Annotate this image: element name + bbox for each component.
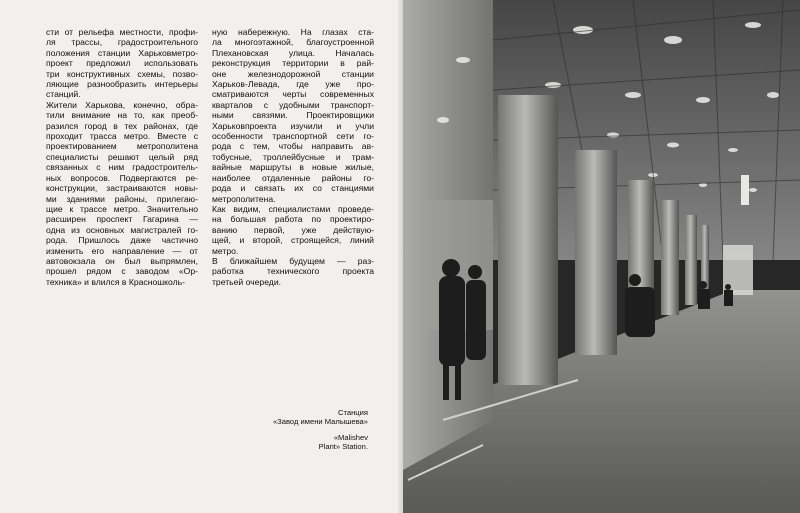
text-line: Плехановская улица. Началась — [212, 47, 374, 58]
caption-ru-line: «Завод имени Малышева» — [272, 417, 368, 427]
text-line: ляющие разнообразить интерьеры — [46, 79, 198, 90]
text-line: расширен проспект Гагарина — — [46, 214, 198, 225]
text-line: прошел рядом с заводом «Ор- — [46, 266, 198, 277]
text-line: ную набережную. На глазах ста- — [212, 27, 374, 37]
text-line: проходит трасса метро. Вместе с — [46, 131, 198, 142]
text-line: ными связями. Проектировщики — [212, 110, 374, 121]
text-line: ных вопросов. Подвергаются ре- — [46, 172, 198, 183]
text-line: автовокзала он был выпрямлен, — [46, 255, 198, 266]
text-line: разился город в тех районах, где — [46, 120, 198, 131]
text-line: Как видим, специалистами проведе- — [212, 203, 374, 214]
text-line: сматриваются черты современных — [212, 89, 374, 100]
text-line: реконструкция территории в рай- — [212, 58, 374, 69]
caption-ru-line: Станция — [338, 408, 368, 417]
text-line: специалисты решают целый ряд — [46, 151, 198, 162]
text-page — [0, 0, 398, 513]
station-illustration — [403, 0, 800, 513]
text-line: В ближайшем будущем — раз- — [212, 255, 374, 266]
text-line: Харьков-Левада, где уже про- — [212, 79, 374, 90]
text-line: одна из основных магистралей го- — [46, 224, 198, 235]
text-line: рода. Пришлось даже частично — [46, 235, 198, 246]
text-line: кварталов с удобными транспорт- — [212, 99, 374, 110]
text-line: сти от рельефа местности, профи- — [46, 27, 198, 37]
text-line: щей, и второй, строящейся, линий — [212, 235, 374, 246]
text-line: оне железнодорожной станции — [212, 68, 374, 79]
text-line: метро. — [212, 245, 239, 256]
text-line: тобусные, троллейбусные и трам- — [212, 151, 374, 162]
text-line: связанных с ним градостроитель- — [46, 162, 198, 173]
text-line: вайные маршруты в новые жилые, — [212, 162, 374, 173]
text-column-right — [212, 27, 374, 287]
caption-en-line: «Malishev — [333, 433, 368, 442]
text-line: проект предложил использовать — [46, 58, 198, 69]
text-line: станций. — [46, 89, 81, 100]
text-line: проектированием метрополитена — [46, 141, 198, 152]
text-line: наиболее отдаленные районы го- — [212, 172, 374, 183]
text-line: Жители Харькова, конечно, обра- — [46, 99, 198, 110]
text-line: тили внимание на то, как преоб- — [46, 110, 198, 121]
text-line: ми зданиями районы, прилегаю- — [46, 193, 198, 204]
photo-caption-english — [319, 433, 368, 452]
metro-station-photo — [403, 0, 800, 513]
text-line: работка технического проекта — [212, 266, 374, 277]
text-line: Харьковпроекта изучили и учли — [212, 120, 374, 131]
text-line: три конструктивных схемы, позво- — [46, 68, 198, 79]
text-line: третьей очереди. — [212, 276, 282, 287]
text-line: ванию первой, уже действую- — [212, 224, 374, 235]
text-line: конструкции, застраиваются новы- — [46, 183, 198, 194]
caption-en-line: Plant» Station. — [318, 442, 368, 452]
text-line: рода и связать их со станциями — [212, 183, 374, 194]
text-line: рода с тем, чтобы направить ав- — [212, 141, 374, 152]
text-line: положения станции Харьковметро- — [46, 47, 198, 58]
text-line: щие к трассе метро. Значительно — [46, 203, 198, 214]
text-column-left — [46, 27, 198, 287]
text-line: изменить его направление — от — [46, 245, 198, 256]
text-line: особенности транспортной сети го- — [212, 131, 374, 142]
text-line: метрополитена. — [212, 193, 276, 204]
text-line: на большая работа по проектиро- — [212, 214, 374, 225]
text-line: техника» и влился в Красношколь- — [46, 276, 185, 287]
text-line: ля трассы, градостроительного — [46, 37, 198, 48]
photo-caption-russian — [273, 408, 368, 427]
text-line: ла многоэтажной, благоустроенной — [212, 37, 374, 48]
